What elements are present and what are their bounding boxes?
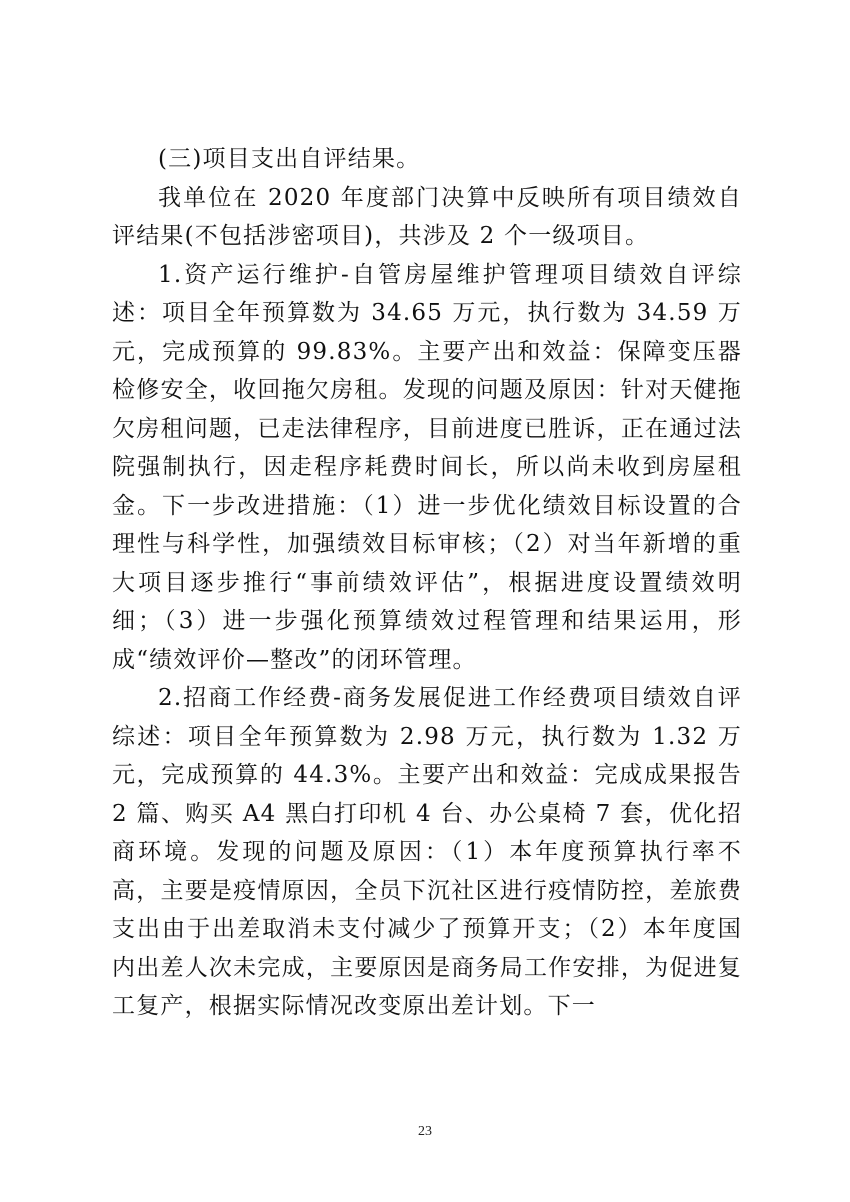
section-heading: (三)项目支出自评结果。 (158, 146, 421, 172)
document-body (112, 140, 742, 1026)
project-1-paragraph: 1.资产运行维护-自管房屋维护管理项目绩效自评综述：项目全年预算数为 34.65 万元，执行数为 34.59 万元，完成预算的 99.83%。主要产出和效益：保障变压器检修安全，收回拖欠房租。发现的问题及原因：针对天健拖欠房租问题，已走法律程序，目前进度已胜诉，正在通过法院强制执行，因走程序耗费时间长，所以尚未收到房屋租金。下一步改进措施：（1）进一步优化绩效目标设置的合理性与科学性，加强绩效目标审核；（2）对当年新增的重大项目逐步推行“事前绩效评估”，根据进度设置绩效明细；（3）进一步强化预算绩效过程管理和结果运用，形成“绩效评价—整改”的闭环管理。 (112, 261, 742, 673)
page-number: 23 (418, 1124, 432, 1139)
project-2-paragraph: 2.招商工作经费-商务发展促进工作经费项目绩效自评综述：项目全年预算数为 2.98 万元，执行数为 1.32 万元，完成预算的 44.3%。主要产出和效益：完成成果报告 2 篇、购买 A4 黑白打印机 4 台、办公桌椅 7 套，优化招商环境。发现的问题及原因：（1）本年度预算执行率不高，主要是疫情原因，全员下沉社区进行疫情防控，差旅费支出由于出差取消未支付减少了预算开支；（2）本年度国内出差人次未完成，主要原因是商务局工作安排，为促进复工复产，根据实际情况改变原出差计划。下一 (112, 685, 742, 1019)
intro-paragraph: 我单位在 2020 年度部门决算中反映所有项目绩效自评结果(不包括涉密项目)，共涉及 2 个一级项目。 (112, 184, 742, 249)
